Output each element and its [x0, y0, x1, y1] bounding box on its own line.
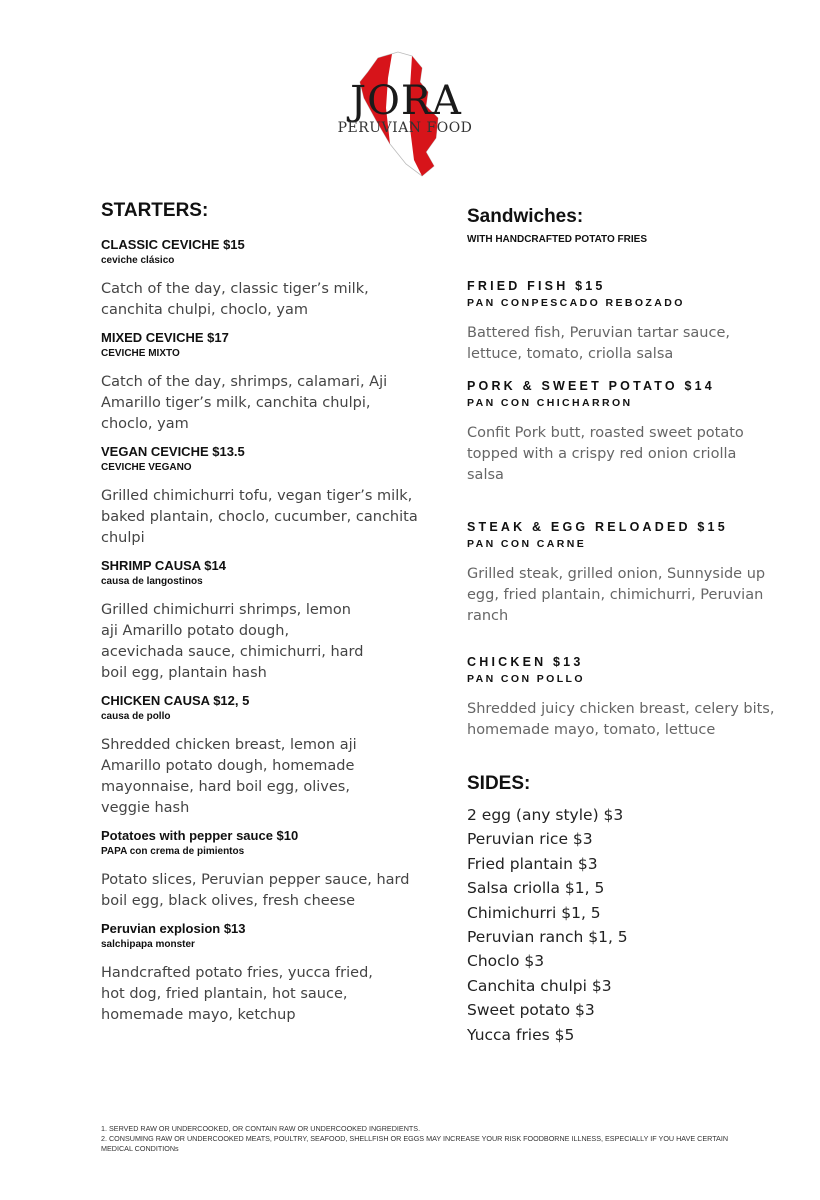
footnote: 2. CONSUMING RAW OR UNDERCOOKED MEATS, POULTRY, SEAFOOD, SHELLFISH OR EGGS MAY INCREASE YOUR RISK FOODBORNE ILLNESS, ESPECIALLY IF YOU HAVE CERTAIN MEDICAL CONDITIONs	[101, 1134, 729, 1153]
menu-item	[101, 828, 441, 912]
item-subtitle: causa de pollo	[101, 711, 171, 722]
item-subtitle: PAN CON CARNE	[467, 538, 587, 550]
item-description: Grilled chimichurri tofu, vegan tiger’s milk, baked plantain, choclo, cucumber, canchita chulpi	[101, 488, 418, 546]
item-subtitle: ceviche clásico	[101, 255, 175, 266]
side-item: Yucca fries $5	[467, 1025, 575, 1044]
starters-column	[101, 200, 441, 1026]
starters-heading: STARTERS:	[101, 200, 209, 221]
sandwiches-subheading: WITH HANDCRAFTED POTATO FRIES	[467, 234, 647, 245]
item-description: Grilled chimichurri shrimps, lemon aji Amarillo potato dough, acevichada sauce, chimichurri, hard boil egg, plantain hash	[101, 602, 364, 681]
side-item: Choclo $3	[467, 952, 545, 971]
item-subtitle: PAPA con crema de pimientos	[101, 846, 245, 857]
item-title: MIXED CEVICHE $17	[101, 330, 229, 345]
item-description: Catch of the day, shrimps, calamari, Aji Amarillo tiger’s milk, canchita chulpi, choclo, yam	[101, 374, 388, 432]
item-subtitle: PAN CON POLLO	[467, 673, 585, 685]
side-item: Peruvian ranch $1, 5	[467, 928, 628, 947]
side-item: Fried plantain $3	[467, 854, 598, 873]
item-title: Potatoes with pepper sauce $10	[101, 828, 299, 843]
item-description: Potato slices, Peruvian pepper sauce, hard boil egg, black olives, fresh cheese	[101, 872, 410, 909]
side-item: Sweet potato $3	[467, 1001, 595, 1020]
menu-item	[101, 693, 441, 819]
item-subtitle: CEVICHE MIXTO	[101, 348, 180, 359]
side-item: Salsa criolla $1, 5	[467, 879, 605, 898]
sandwiches-heading: Sandwiches:	[467, 206, 584, 227]
menu-item	[467, 279, 797, 365]
item-description: Shredded chicken breast, lemon aji Amarillo potato dough, homemade mayonnaise, hard boil egg, olives, veggie hash	[101, 737, 357, 816]
side-item: Chimichurri $1, 5	[467, 903, 601, 922]
item-title: CLASSIC CEVICHE $15	[101, 237, 245, 252]
side-item: Peruvian rice $3	[467, 830, 593, 849]
item-subtitle: causa de langostinos	[101, 576, 203, 587]
item-title: VEGAN CEVICHE $13.5	[101, 444, 245, 459]
item-title: PORK & SWEET POTATO $14	[467, 379, 715, 393]
menu-item	[101, 237, 441, 321]
item-description: Shredded juicy chicken breast, celery bits, homemade mayo, tomato, lettuce	[467, 701, 775, 738]
menu-item	[467, 379, 797, 486]
item-description: Catch of the day, classic tiger’s milk, canchita chulpi, choclo, yam	[101, 281, 369, 318]
sides-heading: SIDES:	[467, 773, 531, 794]
side-item: 2 egg (any style) $3	[467, 806, 624, 824]
item-title: FRIED FISH $15	[467, 279, 606, 293]
menu-item	[467, 655, 797, 741]
menu-item	[101, 330, 441, 435]
item-description: Confit Pork butt, roasted sweet potato topped with a crispy red onion criolla salsa	[467, 425, 744, 483]
brand-logo	[300, 48, 500, 178]
item-description: Grilled steak, grilled onion, Sunnyside up egg, fried plantain, chimichurri, Peruvian ranch	[467, 566, 766, 624]
brand-name: JORA	[350, 78, 462, 124]
menu-item	[101, 921, 441, 1026]
item-description: Battered fish, Peruvian tartar sauce, lettuce, tomato, criolla salsa	[467, 325, 730, 362]
item-subtitle: PAN CONPESCADO REBOZADO	[467, 297, 685, 309]
menu-item	[101, 444, 441, 549]
item-title: STEAK & EGG RELOADED $15	[467, 520, 728, 534]
item-title: SHRIMP CAUSA $14	[101, 558, 226, 573]
sides-section	[467, 773, 797, 1047]
footnotes	[101, 1124, 741, 1154]
sandwiches-column	[467, 206, 797, 1047]
item-description: Handcrafted potato fries, yucca fried, hot dog, fried plantain, hot sauce, homemade mayo, ketchup	[101, 965, 373, 1023]
item-subtitle: salchipapa monster	[101, 939, 195, 950]
item-title: CHICKEN $13	[467, 655, 584, 669]
side-item: Canchita chulpi $3	[467, 976, 612, 995]
item-title: CHICKEN CAUSA $12, 5	[101, 693, 250, 708]
menu-item	[467, 520, 797, 627]
brand-tagline: PERUVIAN FOOD	[337, 120, 473, 136]
item-subtitle: PAN CON CHICHARRON	[467, 397, 633, 409]
sides-list	[467, 803, 797, 1047]
footnote: 1. SERVED RAW OR UNDERCOOKED, OR CONTAIN RAW OR UNDERCOOKED INGREDIENTS.	[101, 1124, 421, 1133]
item-subtitle: CEVICHE VEGANO	[101, 462, 192, 473]
menu-item	[101, 558, 441, 684]
item-title: Peruvian explosion $13	[101, 921, 246, 936]
